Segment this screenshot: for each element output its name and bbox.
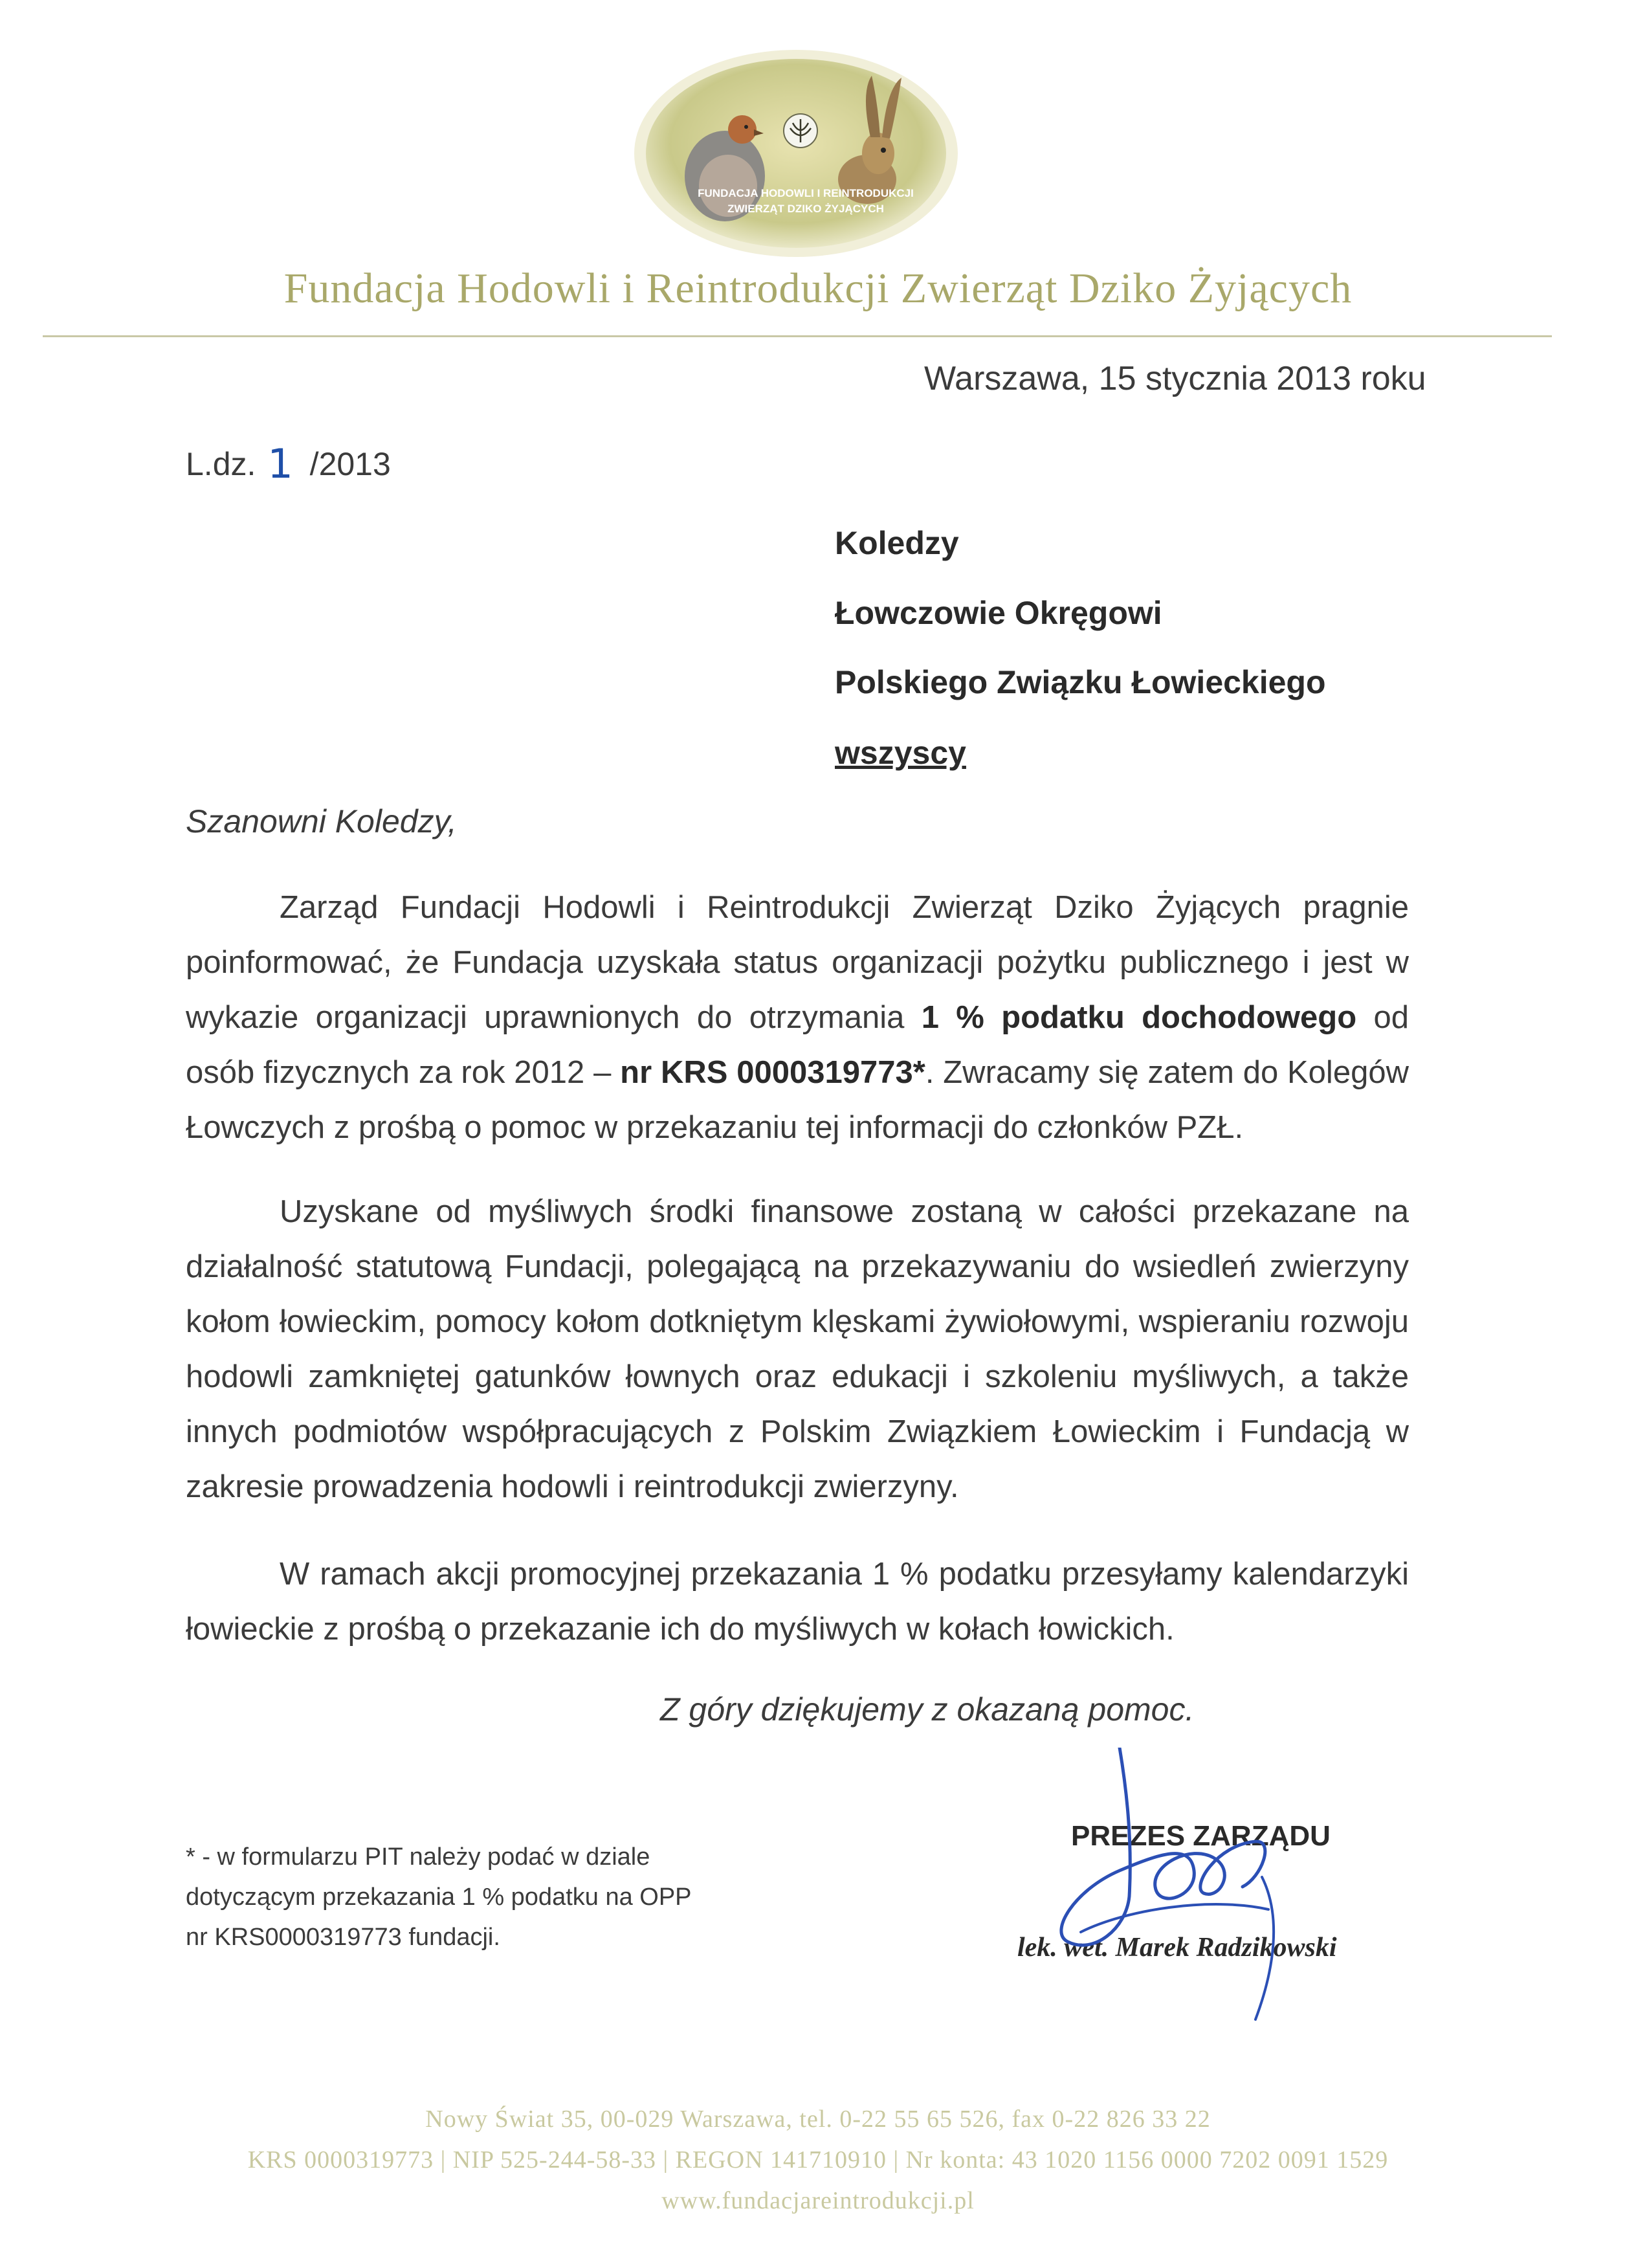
letter-date: Warszawa, 15 stycznia 2013 roku [924, 360, 1426, 397]
organization-name: Fundacja Hodowli i Reintrodukcji Zwierząt Dziko Żyjących [283, 265, 1353, 312]
signatory-title: PREZES ZARZĄDU [1071, 1820, 1331, 1852]
body-paragraph: Uzyskane od myśliwych środki finansowe zostaną w całości przekazane na działalność statutową Fundacji, polegającą na przekazywaniu do wsiedleń zwierzyny kołom łowieckim, pomocy kołom dotkniętym klęskami żywiołowymi, wspieraniu rozwoju hodowli zamkniętej gatunków łownych oraz edukacji i szkoleniu myśliwych, a także innych podmiotów współpracujących z Polskim Związkiem Łowieckim i Fundacją w zakresie prowadzenia hodowli i reintrodukcji zwierzyny. [186, 1194, 1409, 1504]
logo-ring-text-2: ZWIERZĄT DZIKO ŻYJĄCYCH [727, 203, 884, 215]
paragraph-text: Zarząd Fundacji Hodowli i Reintrodukcji Zwierząt Dziko Żyjących pragnie poinformować, że Fundacja uzyskała status organizacji pożytku publicznego i jest w wykazie organizacji uprawnionych do otrzymania [186, 890, 1409, 1035]
recipient-line: Koledzy [835, 525, 959, 561]
signatory-name: lek. wet. Marek Radzikowski [1017, 1933, 1337, 1962]
footnote-line: nr KRS0000319773 fundacji. [186, 1924, 500, 1951]
footnote-line: dotyczącym przekazania 1 % podatku na OPP [186, 1884, 692, 1911]
recipient-line: wszyscy [835, 735, 966, 771]
reference-handwritten-number: 1 [267, 440, 293, 487]
closing-line: Z góry dziękujemy z okazaną pomoc. [660, 1691, 1195, 1728]
krs-highlight: nr KRS 0000319773* [620, 1055, 925, 1090]
footer-address: Nowy Świat 35, 00-029 Warszawa, tel. 0-22 55 65 526, fax 0-22 826 33 22 [425, 2106, 1211, 2133]
reference-number [186, 438, 391, 485]
footer-website[interactable]: www.fundacjareintrodukcji.pl [661, 2187, 975, 2214]
body-paragraph: W ramach akcji promocyjnej przekazania 1 % podatku przesyłamy kalendarzyki łowieckie z prośbą o przekazanie ich do myśliwych w kołach łowickich. [186, 1557, 1409, 1647]
salutation: Szanowni Koledzy, [186, 803, 457, 839]
footnote [186, 1837, 768, 1957]
handwritten-signature-icon [997, 1748, 1398, 2026]
body-paragraph [186, 880, 1409, 1155]
recipient-line: Łowczowie Okręgowi [835, 595, 1162, 631]
footnote-line: * - w formularzu PIT należy podać w dziale [186, 1843, 650, 1871]
tax-highlight: 1 % podatku dochodowego [921, 1000, 1357, 1035]
header-divider [43, 335, 1552, 337]
reference-suffix: /2013 [309, 446, 391, 482]
recipient-line: Polskiego Związku Łowieckiego [835, 664, 1326, 700]
paragraph-text: . Zwracamy się zatem do Kolegów Łowczych z prośbą o pomoc w przekazaniu tej informacji do członków PZŁ. [186, 1055, 1409, 1145]
logo-ring-text-1: FUNDACJA HODOWLI I REINTRODUKCJI [698, 187, 914, 199]
emblem-icon [784, 114, 817, 148]
footer-registry: KRS 0000319773 | NIP 525-244-58-33 | REGON 141710910 | Nr konta: 43 1020 1156 0000 7202 0091 1529 [247, 2146, 1389, 2174]
paragraph-text: od osób fizycznych za rok 2012 – [186, 1000, 1409, 1090]
reference-prefix: L.dz. [186, 446, 256, 482]
foundation-logo [631, 47, 961, 260]
